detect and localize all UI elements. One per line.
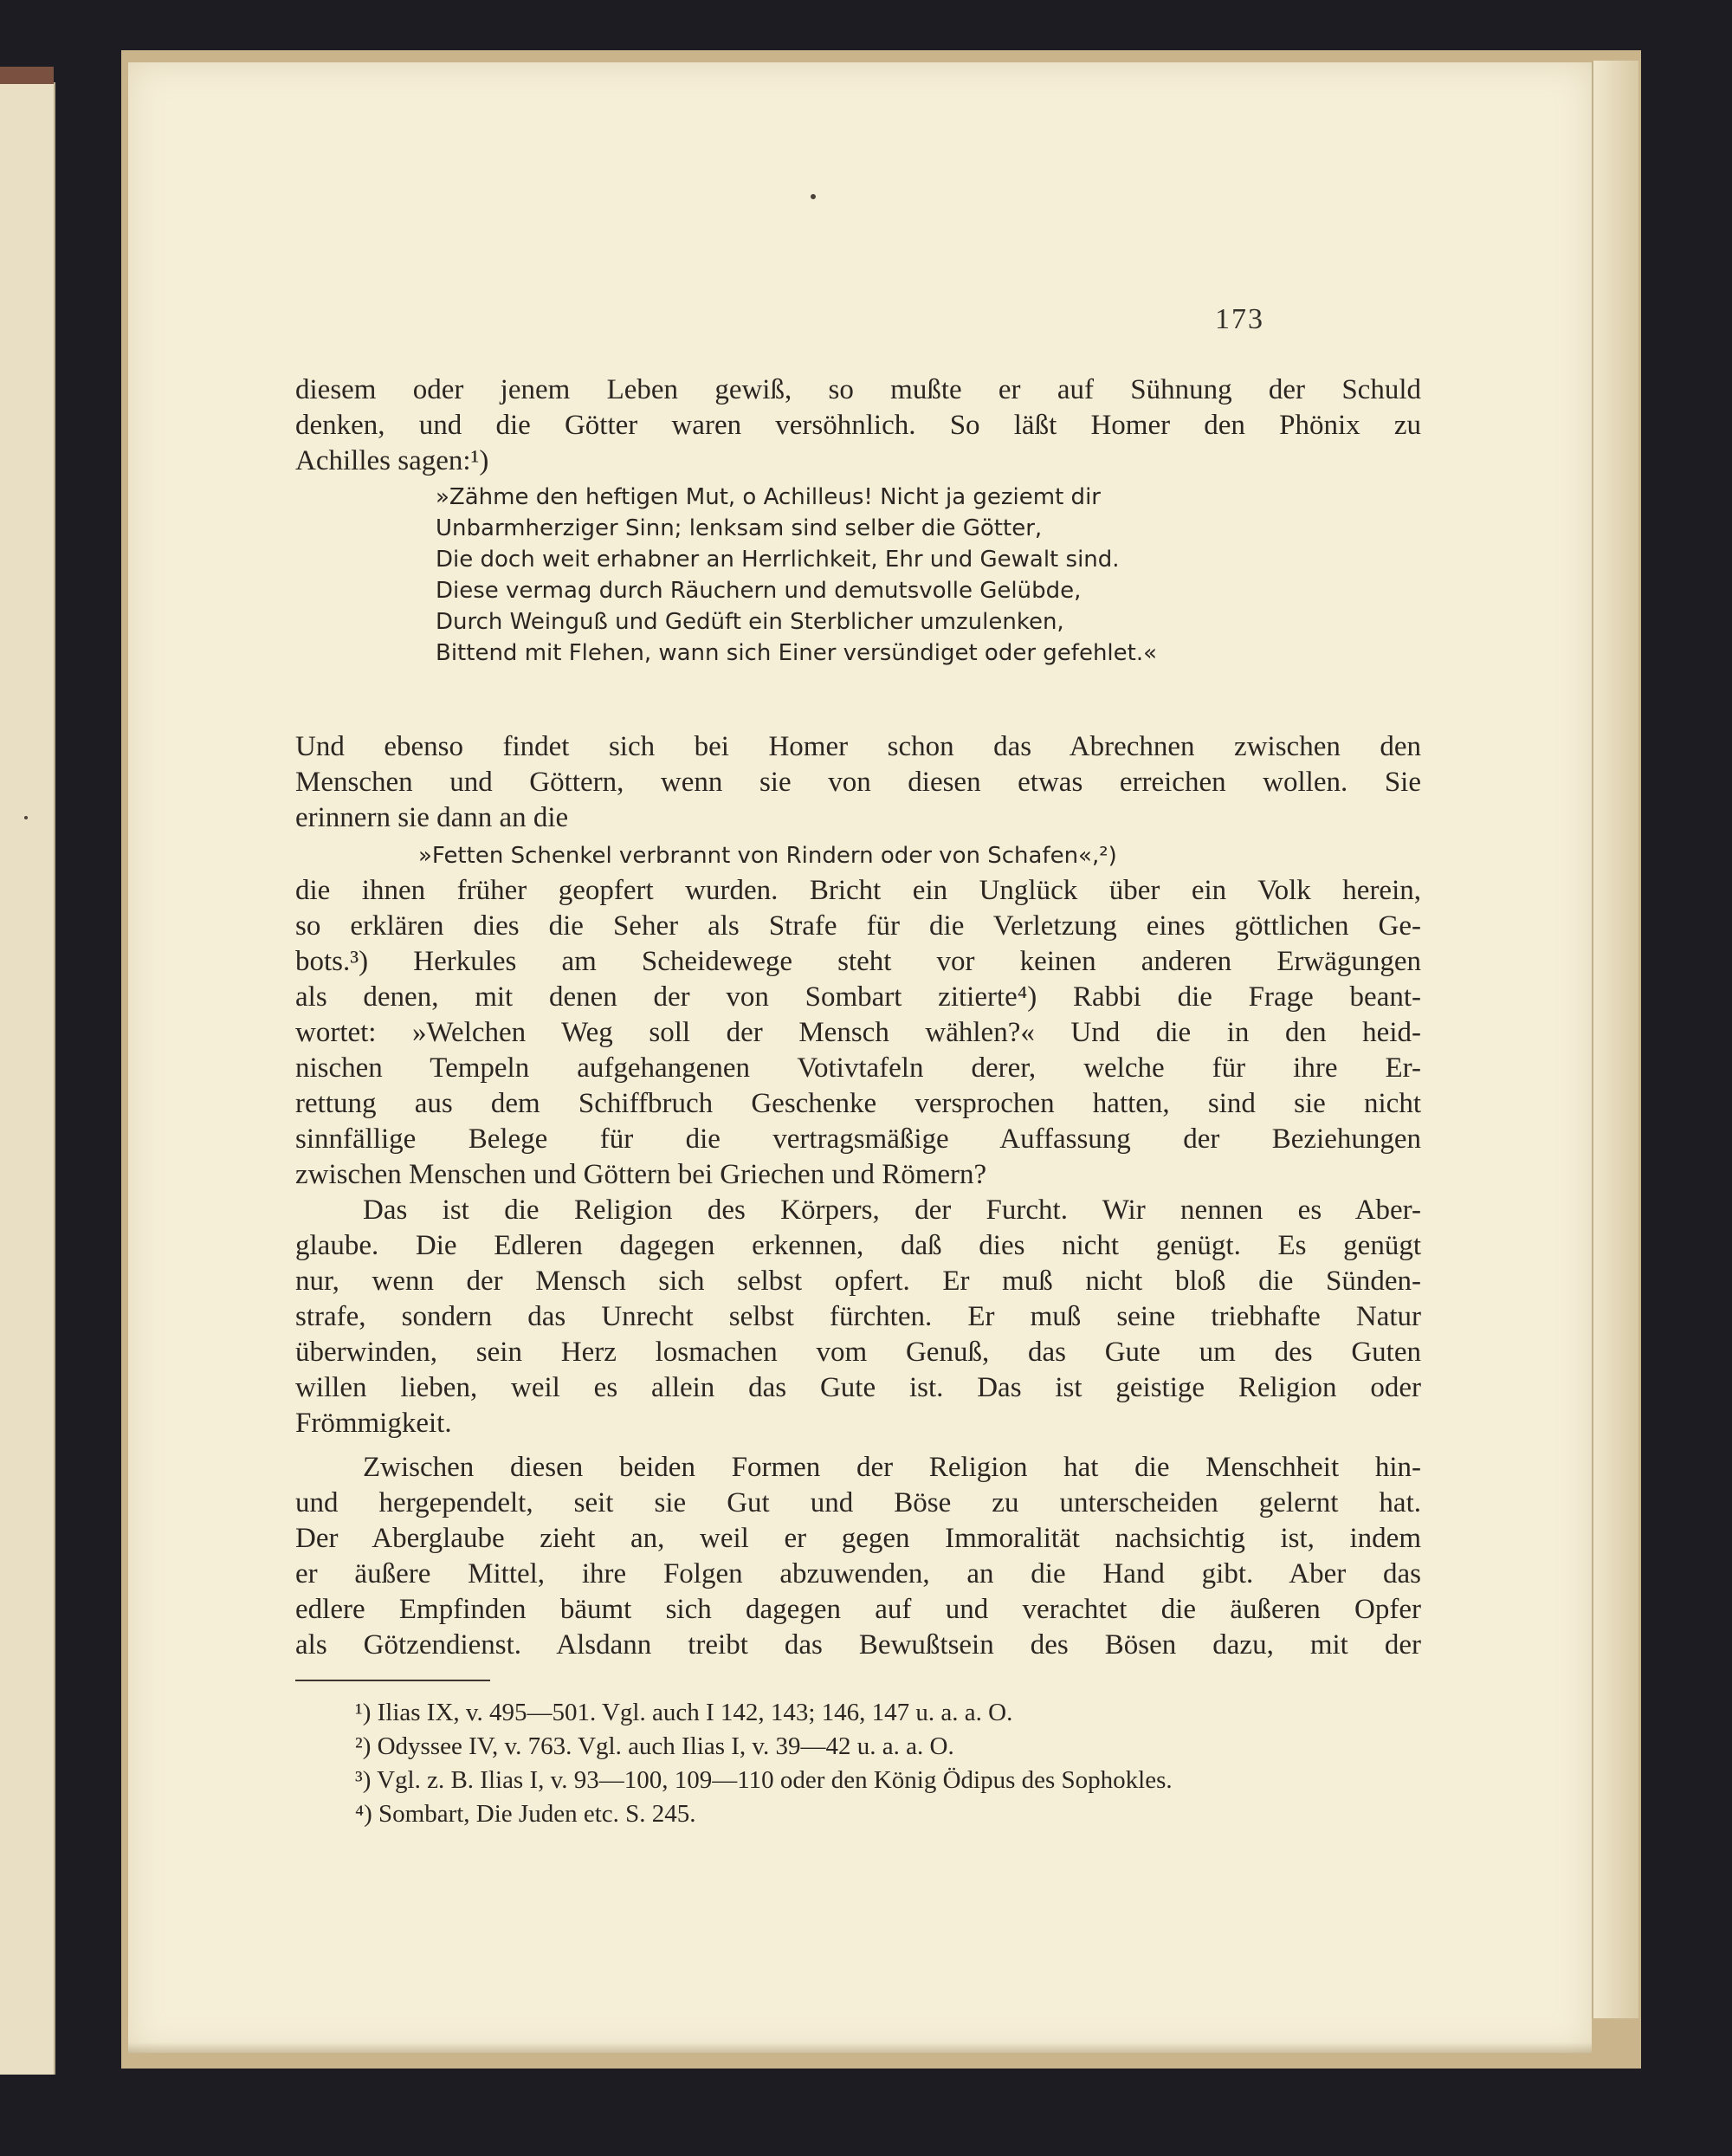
text-line: edlere Empfinden bäumt sich dagegen auf und verachtet die äußeren Opfer [295, 1594, 1421, 1625]
page-number: 173 [1215, 303, 1264, 335]
footnote-2: ²) Odyssee IV, v. 763. Vgl. auch Ilias I, v. 39—42 u. a. a. O. [355, 1732, 954, 1760]
text-line: als Götzendienst. Alsdann treibt das Bewußtsein des Bösen dazu, mit der [295, 1629, 1421, 1661]
text-line: Menschen und Göttern, wenn sie von diesen etwas erreichen wollen. Sie [295, 767, 1421, 798]
footnotes [355, 1696, 1446, 1831]
dust-speck [811, 194, 816, 199]
text-line: willen lieben, weil es allein das Gute ist. Das ist geistige Religion oder [295, 1372, 1421, 1403]
paragraph-1 [295, 372, 1421, 479]
text-line: so erklären dies die Seher als Strafe für die Verletzung eines göttlichen Ge- [295, 910, 1421, 942]
text-line: rettung aus dem Schiffbruch Geschenke versprochen hatten, sind sie nicht [295, 1088, 1421, 1119]
text-line: und hergependelt, seit sie Gut und Böse zu unterscheiden gelernt hat. [295, 1487, 1421, 1518]
text-line: Das ist die Religion des Körpers, der Furcht. Wir nennen es Aber- [363, 1195, 1421, 1226]
book-page [128, 62, 1592, 2053]
text-line: Achilles sagen:¹) [295, 445, 489, 476]
quote-line: Durch Weinguß und Gedüft ein Sterblicher umzulenken, [436, 609, 1064, 635]
footnote-separator [295, 1680, 490, 1681]
text-line: zwischen Menschen und Göttern bei Griechen und Römern? [295, 1159, 987, 1190]
text-line: Frömmigkeit. [295, 1408, 452, 1439]
footnote-3: ³) Vgl. z. B. Ilias I, v. 93—100, 109—110 oder den König Ödipus des Sophokles. [355, 1766, 1173, 1794]
text-line: denken, und die Götter waren versöhnlich. So läßt Homer den Phönix zu [295, 410, 1421, 441]
text-line: strafe, sondern das Unrecht selbst fürchten. Er muß seine triebhafte Natur [295, 1301, 1421, 1332]
paragraph-4 [295, 1193, 1421, 1441]
paragraph-5 [295, 1450, 1421, 1663]
text-line: erinnern sie dann an die [295, 802, 569, 833]
page-content [128, 62, 1592, 2053]
paragraph-3 [295, 873, 1421, 1193]
previous-page-edge [0, 82, 55, 2075]
text-line: wortet: »Welchen Weg soll der Mensch wählen?« Und die in den heid- [295, 1017, 1421, 1048]
quote-line: Bittend mit Flehen, wann sich Einer versündiget oder gefehlet.« [436, 640, 1158, 666]
dust-speck [24, 816, 28, 819]
quote-line: »Zähme den heftigen Mut, o Achilleus! Nicht ja geziemt dir [436, 484, 1101, 510]
text-line: nur, wenn der Mensch sich selbst opfert. Er muß nicht bloß die Sünden- [295, 1266, 1421, 1297]
text-line: glaube. Die Edleren dagegen erkennen, daß dies nicht genügt. Es genügt [295, 1230, 1421, 1261]
text-line: sinnfällige Belege für die vertragsmäßige Auffassung der Beziehungen [295, 1123, 1421, 1155]
footnote-1: ¹) Ilias IX, v. 495—501. Vgl. auch I 142, 143; 146, 147 u. a. a. O. [355, 1699, 1013, 1726]
text-line: er äußere Mittel, ihre Folgen abzuwenden, an die Hand gibt. Aber das [295, 1558, 1421, 1589]
homer-quote-block [436, 482, 1302, 669]
quote-line: Die doch weit erhabner an Herrlichkeit, Ehr und Gewalt sind. [436, 547, 1120, 573]
page-stack-edge [1592, 61, 1638, 2018]
quote-line: Unbarmherziger Sinn; lenksam sind selber die Götter, [436, 515, 1043, 541]
text-line: überwinden, sein Herz losmachen vom Genuß, das Gute um des Guten [295, 1337, 1421, 1368]
text-line: als denen, mit denen der von Sombart zitierte⁴) Rabbi die Frage beant- [295, 981, 1421, 1013]
homer-quote-line: »Fetten Schenkel verbrannt von Rindern oder von Schafen«,²) [418, 843, 1117, 869]
paragraph-2 [295, 729, 1421, 836]
text-line: die ihnen früher geopfert wurden. Bricht ein Unglück über ein Volk herein, [295, 875, 1421, 906]
text-line: Der Aberglaube zieht an, weil er gegen Immoralität nachsichtig ist, indem [295, 1523, 1421, 1554]
text-line: bots.³) Herkules am Scheidewege steht vor keinen anderen Erwägungen [295, 946, 1421, 977]
text-line: Zwischen diesen beiden Formen der Religion hat die Menschheit hin- [363, 1452, 1421, 1483]
quote-line: Diese vermag durch Räuchern und demutsvolle Gelübde, [436, 578, 1082, 604]
footnote-4: ⁴) Sombart, Die Juden etc. S. 245. [355, 1800, 696, 1828]
text-line: diesem oder jenem Leben gewiß, so mußte er auf Sühnung der Schuld [295, 374, 1421, 405]
text-line: Und ebenso findet sich bei Homer schon das Abrechnen zwischen den [295, 731, 1421, 762]
text-line: nischen Tempeln aufgehangenen Votivtafeln derer, welche für ihre Er- [295, 1052, 1421, 1084]
